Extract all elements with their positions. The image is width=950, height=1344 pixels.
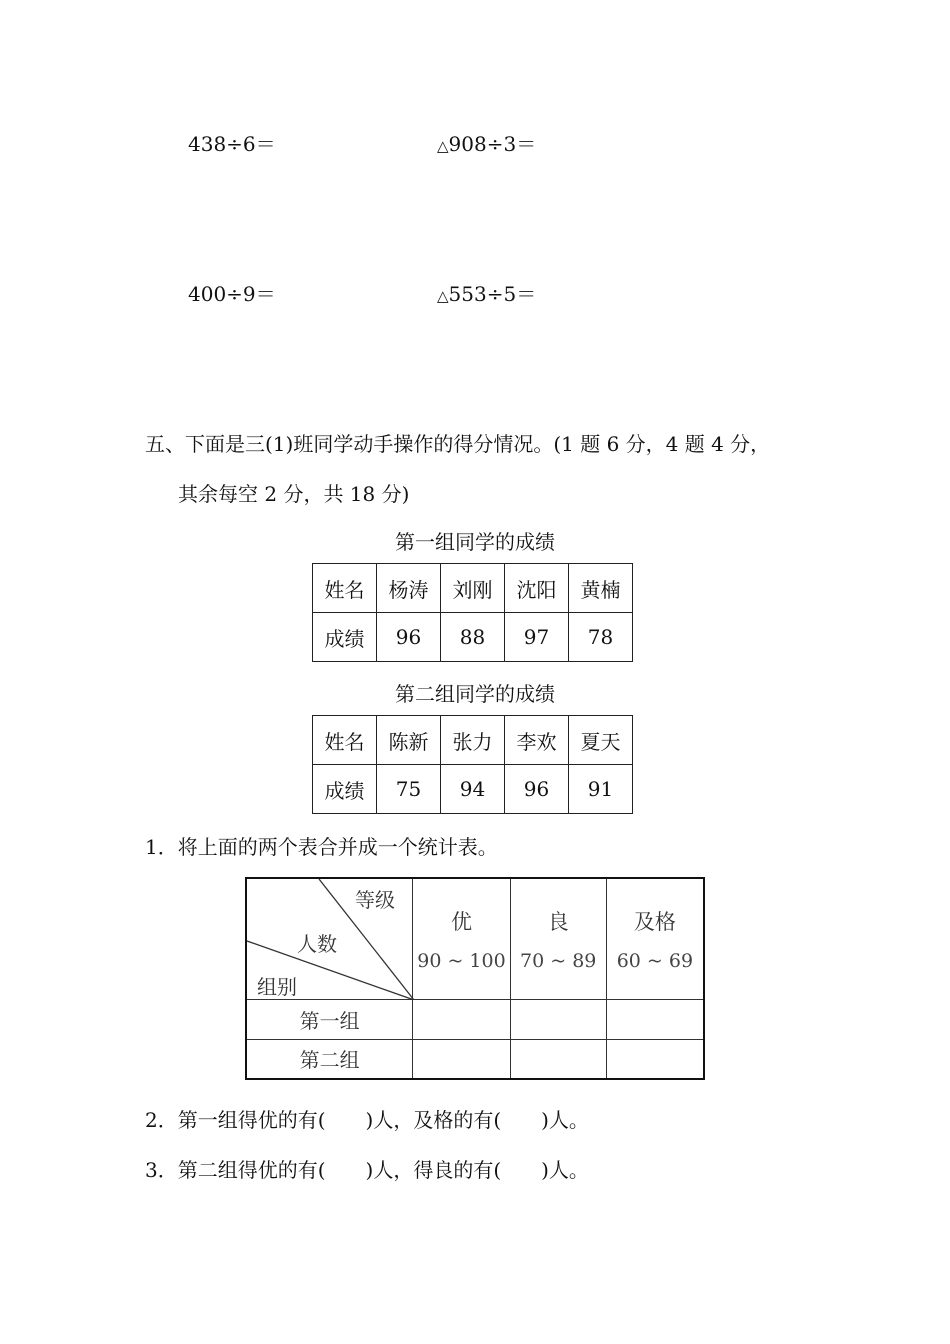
grade-range: 70 ~ 89 — [520, 949, 597, 972]
calc-4 — [437, 278, 536, 307]
header-group-label: 组别 — [257, 975, 297, 999]
calc-1 — [188, 128, 276, 157]
student-score: 78 — [569, 613, 633, 662]
student-score: 97 — [505, 613, 569, 662]
table-row — [313, 613, 633, 662]
row-label: 成绩 — [313, 765, 377, 814]
calc-expr: 908÷3＝ — [448, 132, 537, 156]
table-row — [313, 716, 633, 765]
calc-expr: 438÷6＝ — [188, 132, 276, 156]
combined-stats-table — [245, 877, 705, 1080]
grade-header-excellent — [413, 878, 510, 999]
student-score: 96 — [377, 613, 441, 662]
calc-3 — [188, 278, 276, 307]
student-name: 李欢 — [505, 716, 569, 765]
student-score: 88 — [441, 613, 505, 662]
grade-range: 60 ~ 69 — [616, 949, 694, 972]
grade-range: 90 ~ 100 — [417, 949, 506, 972]
section5-line1: 五、下面是三(1)班同学动手操作的得分情况。(1 题 6 分，4 题 4 分， — [145, 432, 771, 456]
student-score: 96 — [505, 765, 569, 814]
student-score: 91 — [569, 765, 633, 814]
table-row — [246, 999, 704, 1039]
blank-cell[interactable] — [606, 1039, 704, 1079]
diagonal-header-cell — [246, 878, 413, 999]
student-name: 黄楠 — [569, 564, 633, 613]
blank-cell[interactable] — [510, 999, 606, 1039]
calc-2 — [437, 128, 536, 157]
triangle-mark-icon: △ — [437, 137, 449, 155]
blank-cell[interactable] — [510, 1039, 606, 1079]
grade-header-good — [510, 878, 606, 999]
student-name: 夏天 — [569, 716, 633, 765]
student-name: 张力 — [441, 716, 505, 765]
student-score: 75 — [377, 765, 441, 814]
grade-name: 良 — [547, 909, 569, 934]
table-row — [246, 1039, 704, 1079]
question-3: 3．第二组得优的有( )人，得良的有( )人。 — [145, 1158, 589, 1182]
student-name: 杨涛 — [377, 564, 441, 613]
blank-cell[interactable] — [606, 999, 704, 1039]
triangle-mark-icon: △ — [437, 287, 449, 305]
calc-expr: 553÷5＝ — [448, 282, 537, 306]
section5-line2: 其余每空 2 分，共 18 分) — [178, 482, 410, 506]
blank-cell[interactable] — [413, 999, 510, 1039]
group2-table — [312, 715, 633, 814]
grade-header-pass — [606, 878, 704, 999]
question-1: 1．将上面的两个表合并成一个统计表。 — [145, 835, 498, 859]
student-name: 陈新 — [377, 716, 441, 765]
group1-caption: 第一组同学的成绩 — [395, 530, 555, 554]
grade-name: 及格 — [633, 909, 676, 934]
row-label: 姓名 — [313, 716, 377, 765]
row-label: 成绩 — [313, 613, 377, 662]
calc-expr: 400÷9＝ — [188, 282, 276, 306]
grade-name: 优 — [450, 909, 472, 934]
group2-caption: 第二组同学的成绩 — [395, 682, 555, 706]
row-label: 第一组 — [246, 999, 413, 1039]
blank-cell[interactable] — [413, 1039, 510, 1079]
student-name: 刘刚 — [441, 564, 505, 613]
header-grade-label: 等级 — [355, 888, 395, 912]
student-score: 94 — [441, 765, 505, 814]
student-name: 沈阳 — [505, 564, 569, 613]
table-row — [313, 564, 633, 613]
table-row — [313, 765, 633, 814]
row-label: 第二组 — [246, 1039, 413, 1079]
group1-table — [312, 563, 633, 662]
header-count-label: 人数 — [297, 932, 337, 956]
question-2: 2．第一组得优的有( )人，及格的有( )人。 — [145, 1108, 589, 1132]
row-label: 姓名 — [313, 564, 377, 613]
table-row — [246, 878, 704, 999]
